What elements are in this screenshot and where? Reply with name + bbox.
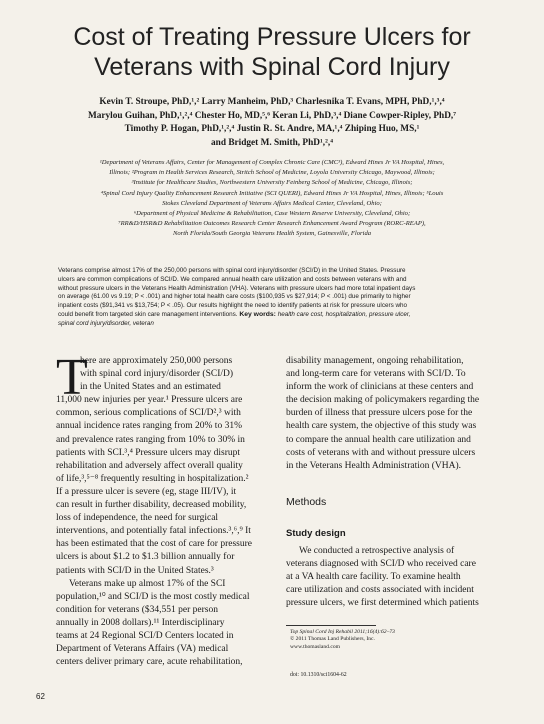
body-line: disability management, ongoing rehabilitation, (286, 356, 464, 366)
body-line: 11,000 new injuries per year.¹ Pressure ulcers are (56, 395, 243, 406)
body-line: care utilization and costs associated with incident (286, 585, 474, 596)
subsection-heading-study-design: Study design (286, 528, 346, 539)
affiliation-line: ¹Department of Veterans Affairs, Center for Management of Complex Chronic Care (CMC³), Edward Hines Jr VA Hospital, Hines, (99, 159, 445, 166)
body-line: population,¹⁰ and SCI/D is the most costly medical (56, 591, 250, 602)
body-line: can result in further disability, decreased mobility, (56, 500, 247, 511)
section-heading-methods: Methods (286, 496, 327, 508)
body-line: inform the work of clinicians at these centers and (286, 382, 474, 393)
body-line: loss of independence, the need for surgical (56, 513, 219, 524)
page-number: 62 (36, 692, 45, 701)
author-line: and Bridget M. Smith, PhD¹,²,⁴ (211, 137, 333, 148)
abstract-line: on average (61.00 vs 9.19; P < .001) and higher total health care costs ($100,935 vs $27,914; P < .001) due primarily to higher (58, 293, 411, 301)
body-line: health care system, the objective of this study was (286, 421, 477, 432)
drop-cap: T (56, 349, 88, 406)
body-line: and long-term care for veterans with SCI/D. To (286, 369, 466, 380)
affiliations (14, 158, 530, 240)
body-line: interventions, and potentially fatal infections.³,⁶,⁹ It (56, 526, 251, 537)
abstract-last-text: could benefit from targeted skin care management interventions. (58, 310, 238, 318)
doi: doi: 10.1310/sci1604-62 (290, 672, 347, 678)
title-line-1: Cost of Treating Pressure Ulcers for (73, 23, 471, 51)
abstract (58, 267, 492, 329)
body-line: and prevalence rates ranging from 10% to 30% in (56, 434, 245, 445)
body-line: common, serious complications of SCI/D²,³ with (56, 408, 241, 419)
body-line: rehabilitation and adversely affect overall quality (56, 460, 243, 471)
body-line: to compare the annual health care utilization and (286, 434, 471, 445)
body-line: teams at 24 Regional SCI/D Centers located in (56, 630, 234, 641)
keywords-label: Key words: (239, 310, 276, 318)
study-design-text (286, 545, 512, 610)
body-line: ulcers is about $1.2 to $1.3 billion annually for (56, 552, 235, 563)
affiliation-line: Illinois; ²Program in Health Services Research, Stritch School of Medicine, Loyola University Chicago, Maywood, Illinois; (109, 169, 435, 177)
body-line: We conducted a retrospective analysis of (299, 546, 455, 556)
affiliation-line: ⁶Department of Physical Medicine & Rehabilitation, Case Western Reserve University, Cleveland, Ohio; (133, 210, 411, 218)
journal-citation: Top Spinal Cord Inj Rehabil 2011;16(4):62–73 (290, 629, 395, 635)
body-line: the decision making of policymakers regarding the (286, 395, 480, 406)
affiliation-line: ³Institute for Healthcare Studies, Northwestern University Feinberg School of Medicine, Chicago, Illinois; (131, 179, 413, 187)
body-line: patients with SCI.³,⁴ Pressure ulcers may disrupt (56, 447, 240, 458)
body-line: costs of veterans with and without pressure ulcers (286, 447, 476, 458)
abstract-line: Veterans comprise almost 17% of the 250,000 persons with spinal cord injury/disorder (SCI/D) in the United States. Pressure (58, 267, 406, 274)
keywords-continued: spinal cord injury/disorder, veteran (58, 319, 154, 327)
copyright-notice: © 2011 Thomas Land Publishers, Inc. (290, 636, 375, 643)
keywords: health care cost, hospitalization, pressure ulcer, (277, 310, 411, 318)
body-line: centers deliver primary care, acute rehabilitation, (56, 657, 243, 668)
body-line: pressure ulcers, we first determined which patients (286, 598, 479, 609)
body-line: in the Veterans Health Administration (VHA). (286, 460, 462, 471)
article-title (0, 22, 544, 82)
body-line: here are approximately 250,000 persons (80, 356, 233, 366)
body-line: annually in 2008 dollars).¹¹ Interdisciplinary (56, 617, 225, 628)
right-column (286, 355, 512, 473)
abstract-line: without pressure ulcers in the Veterans Health Administration (VHA). Veterans with pressure ulcers had more total inpatient days (58, 284, 416, 292)
body-line: If a pressure ulcer is severe (eg, stage III/IV), it (56, 486, 237, 497)
affiliation-line: ⁷RR&D/HSR&D Rehabilitation Outcomes Research Center Research Enhancement Award Program (RORC-REAP), (118, 220, 426, 228)
affiliation-line: North Florida/South Georgia Veterans Health System, Gainesville, Florida (172, 230, 372, 238)
body-line: at a VA health care facility. To examine health (286, 572, 461, 583)
body-line: Department of Veterans Affairs (VA) medical (56, 644, 229, 655)
body-line: of life,³,⁵⁻⁸ frequently resulting in hospitalization.² (56, 473, 249, 484)
left-column (56, 355, 268, 669)
body-line: in the United States and an estimated (80, 382, 221, 393)
abstract-line (58, 311, 492, 320)
body-line: burden of illness that pressure ulcers pose for the (286, 408, 473, 419)
publisher-website: www.thomasland.com (290, 643, 340, 650)
author-line: Marylou Guihan, PhD,¹,²,⁴ Chester Ho, MD,⁵,⁶ Keran Li, PhD,³,⁴ Diane Cowper-Ripley, PhD,⁷ (87, 110, 457, 121)
body-line: condition for veterans ($34,551 per person (56, 604, 218, 615)
abstract-line: inpatient costs ($91,341 vs $13,754; P < .05). Our results highlight the need to identify patients at risk for pressure ulcers who (58, 302, 408, 310)
footer-divider (286, 625, 376, 626)
body-line: annual incidence rates ranging from 20% to 31% (56, 421, 242, 432)
body-line: veterans diagnosed with SCI/D who received care (286, 559, 476, 570)
author-line: Kevin T. Stroupe, PhD,¹,² Larry Manheim, PhD,³ Charlesnika T. Evans, MPH, PhD,¹,³,⁴ (99, 97, 445, 107)
author-list (0, 96, 544, 150)
title-line-2: Veterans with Spinal Cord Injury (94, 53, 450, 81)
author-line: Timothy P. Hogan, PhD,¹,²,⁴ Justin R. St. Andre, MA,¹,⁴ Zhiping Huo, MS,¹ (124, 124, 420, 134)
body-line: with spinal cord injury/disorder (SCI/D) (80, 369, 234, 380)
body-line: patients with SCI/D in the United States.³ (56, 565, 214, 576)
affiliation-line: ⁴Spinal Cord Injury Quality Enhancement Research Initiative (SCI QUERI), Edward Hines Jr VA Hospital, Hines, Illinois; ⁵Louis (100, 189, 444, 197)
body-line: Veterans make up almost 17% of the SCI (69, 578, 226, 589)
affiliation-line: Stokes Cleveland Department of Veterans Affairs Medical Center, Cleveland, Ohio; (162, 199, 382, 207)
journal-footer (290, 629, 395, 651)
abstract-line: ulcers are common complications of SCI/D. We compared annual health care utilization and costs between veterans with and (58, 275, 407, 283)
body-line: has been estimated that the cost of care for pressure (56, 539, 252, 550)
